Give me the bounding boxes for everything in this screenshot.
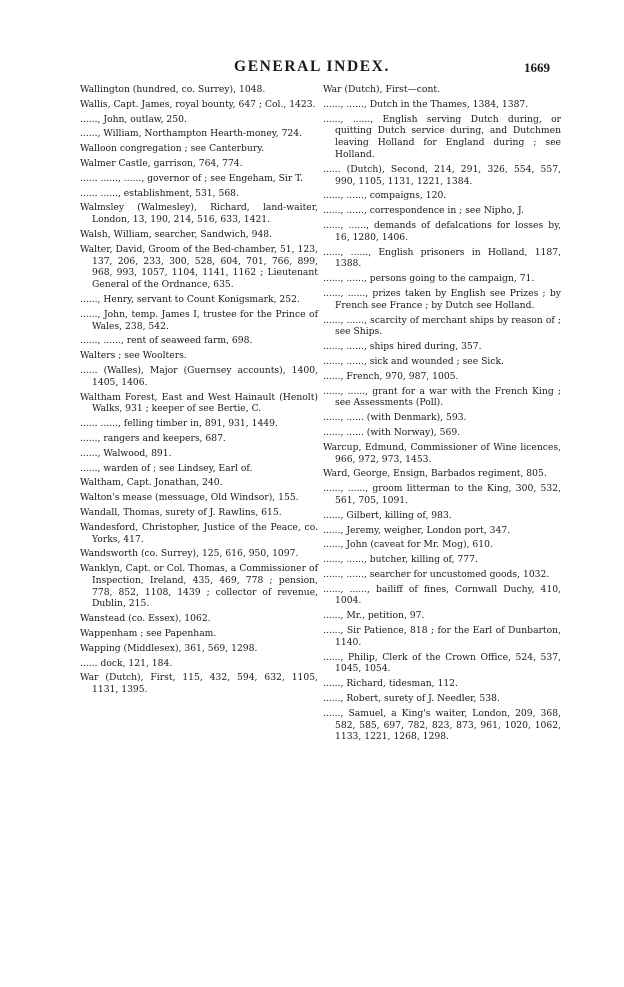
index-entry: Wanklyn, Capt. or Col. Thomas, a Commissioner of Inspection, Ireland, 435, 469, 778 ; pension, 778, 852, 1108, 1439 ; collector of revenue, Dublin, 215.: [80, 563, 318, 610]
page-header: [0, 58, 624, 82]
index-entry: ......, ...... (with Norway), 569.: [323, 426, 461, 438]
index-entry: Walters ; see Woolters.: [80, 350, 187, 362]
index-entry: War (Dutch), First—cont.: [323, 84, 440, 95]
index-entry: Wallis, Capt. James, royal bounty, 647 ; Col., 1423.: [80, 98, 316, 110]
index-entry: ...... ......, establishment, 531, 568.: [80, 187, 239, 199]
index-entry: ......, William, Northampton Hearth-money, 724.: [80, 128, 303, 140]
index-entry: Wallington (hundred, co. Surrey), 1048.: [80, 84, 266, 95]
index-entry: ......, ......, compaigns, 120.: [323, 190, 447, 202]
index-entry: Walloon congregation ; see Canterbury.: [80, 143, 265, 155]
index-entry: ......, John, outlaw, 250.: [80, 113, 187, 125]
index-entry: ......, ......, scarcity of merchant ships by reason of ; see Ships.: [323, 314, 561, 338]
index-entry: Walton's mease (messuage, Old Windsor), 155.: [80, 492, 299, 504]
index-entry: ......, John (caveat for Mr. Mog), 610.: [323, 539, 493, 551]
index-entry: ...... (Walles), Major (Guernsey accounts), 1400, 1405, 1406.: [80, 364, 318, 388]
index-entry: ......, ...... (with Denmark), 593.: [323, 412, 467, 424]
index-entry: ......, Henry, servant to Count Konigsmark, 252.: [80, 293, 300, 305]
index-entry: Walmer Castle, garrison, 764, 774.: [80, 157, 243, 169]
index-entry: Walter, David, Groom of the Bed-chamber, 51, 123, 137, 206, 233, 300, 528, 604, 701, 766, 899, 968, 993, 1057, 1104, 1141, 1162 ; Lieutenant General of the Ordnance, 635.: [80, 243, 318, 291]
index-entry: Wandsworth (co. Surrey), 125, 616, 950, 1097.: [80, 548, 299, 560]
index-entry: ......, Walwood, 891.: [80, 447, 172, 459]
index-entry: ......, ......, English prisoners in Holland, 1187, 1388.: [323, 246, 561, 270]
index-entry: ...... (Dutch), Second, 214, 291, 326, 554, 557, 990, 1105, 1131, 1221, 1384.: [323, 163, 561, 187]
index-entry: ...... dock, 121, 184.: [80, 657, 173, 669]
index-entry: ......, ......, demands of defalcations for losses by, 16, 1280, 1406.: [323, 219, 561, 243]
index-entry: ......, ......, Dutch in the Thames, 1384, 1387.: [323, 98, 529, 110]
index-entry: Wapping (Middlesex), 361, 569, 1298.: [80, 642, 258, 654]
index-entry: Wappenham ; see Papenham.: [80, 628, 217, 640]
index-entry: Wandesford, Christopher, Justice of the Peace, co. Yorks, 417.: [80, 521, 318, 545]
index-entry: ......, ......, ships hired during, 357.: [323, 341, 482, 353]
index-entry: ......, ......, sick and wounded ; see Sick.: [323, 355, 504, 367]
index-entry: ......, Richard, tidesman, 112.: [323, 678, 458, 690]
index-entry: ......, warden of ; see Lindsey, Earl of.: [80, 462, 253, 474]
index-entry: ......, Robert, surety of J. Needler, 538.: [323, 693, 500, 705]
index-column-left: [80, 84, 318, 699]
index-entry: Warcup, Edmund, Commissioner of Wine licences, 966, 972, 973, 1453.: [323, 441, 561, 465]
index-entry: Ward, George, Ensign, Barbados regiment, 805.: [323, 468, 547, 480]
index-entry: Waltham Forest, East and West Hainault (Henolt) Walks, 931 ; keeper of see Bertie, C.: [80, 391, 318, 415]
index-entry: War (Dutch), First, 115, 432, 594, 632, 1105, 1131, 1395.: [80, 672, 318, 696]
index-entry: ......, ......, persons going to the campaign, 71.: [323, 273, 535, 285]
page-title: GENERAL INDEX.: [234, 58, 390, 75]
index-entry: ......, ......, grant for a war with the French King ; see Assessments (Poll).: [323, 385, 561, 409]
index-entry: ......, Jeremy, weigher, London port, 347.: [323, 524, 511, 536]
index-entry: ......, Sir Patience, 818 ; for the Earl of Dunbarton, 1140.: [323, 625, 561, 648]
index-entry: ......, rangers and keepers, 687.: [80, 432, 226, 444]
index-entry: ......, ......, English serving Dutch during, or quitting Dutch service during, and Dutchmen leaving Holland for England during ; see Holland.: [323, 113, 561, 160]
index-entry: Wanstead (co. Essex), 1062.: [80, 613, 211, 625]
index-entry: ......, ......, butcher, killing of, 777.: [323, 554, 478, 566]
page-number: 1669: [524, 60, 550, 75]
index-entry: ......, ......, correspondence in ; see Nipho, J.: [323, 205, 524, 217]
index-column-right: [323, 84, 561, 746]
index-entry: ......, French, 970, 987, 1005.: [323, 370, 459, 382]
index-entry: ......, ......, groom litterman to the King, 300, 532, 561, 705, 1091.: [323, 483, 561, 506]
index-entry: Wandall, Thomas, surety of J. Rawlins, 615.: [80, 506, 282, 518]
index-entry: ......, Philip, Clerk of the Crown Office, 524, 537, 1045, 1054.: [323, 651, 561, 675]
index-entry: ......, Gilbert, killing of, 983.: [323, 509, 452, 521]
index-entry: ......, ......, prizes taken by English see Prizes ; by French see France ; by Dutch see Holland.: [323, 287, 561, 311]
index-entry: ...... ......, ......, governor of ; see Engeham, Sir T.: [80, 172, 303, 184]
index-entry: ......, ......, searcher for uncustomed goods, 1032.: [323, 568, 550, 580]
index-entry: ......, John, temp. James I, trustee for the Prince of Wales, 238, 542.: [80, 308, 318, 332]
index-entry: Walsh, William, searcher, Sandwich, 948.: [80, 228, 273, 240]
index-entry: ......, Samuel, a King's waiter, London, 209, 368, 582, 585, 697, 782, 823, 873, 961, 1020, 1062, 1133, 1221, 1268, 1298.: [323, 707, 561, 743]
index-entry: Walmsley (Walmesley), Richard, land-waiter, London, 13, 190, 214, 516, 633, 1421.: [80, 202, 318, 226]
index-entry: Waltham, Capt. Jonathan, 240.: [80, 477, 223, 489]
index-entry: ......, ......, bailiff of fines, Cornwall Duchy, 410, 1004.: [323, 583, 561, 607]
index-entry: ......, ......, rent of seaweed farm, 698.: [80, 335, 253, 347]
index-entry: ......, Mr., petition, 97.: [323, 610, 425, 622]
index-entry: ...... ......, felling timber in, 891, 931, 1449.: [80, 418, 278, 430]
